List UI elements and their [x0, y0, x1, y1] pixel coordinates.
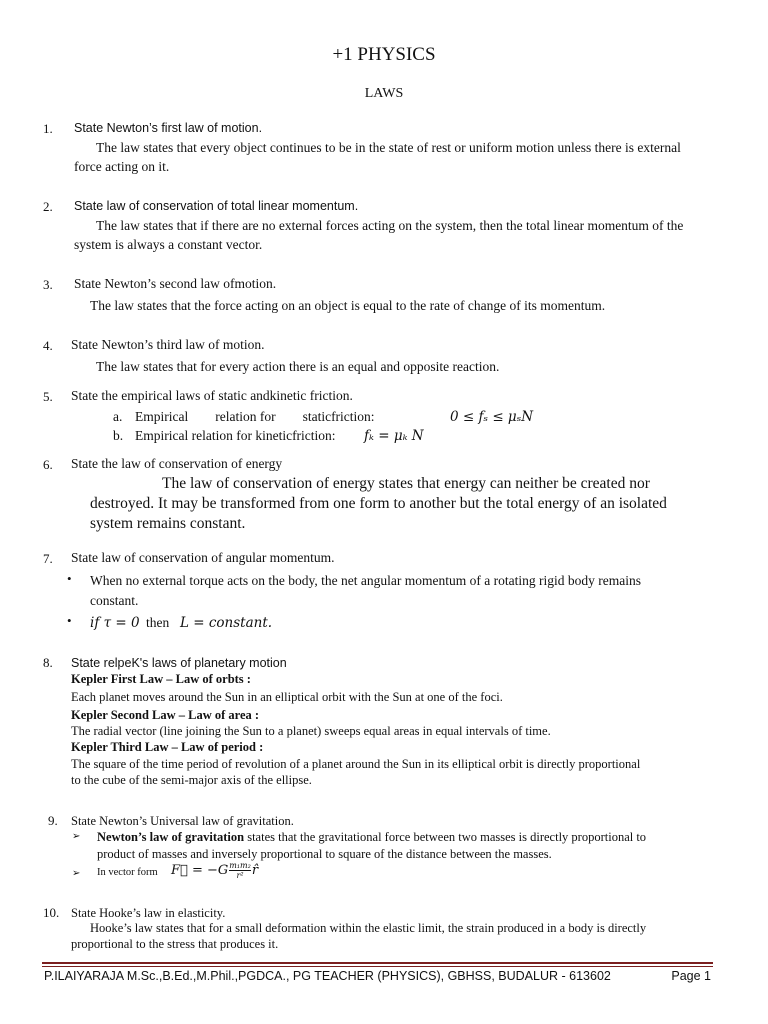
- question-text: State the law of conservation of energy: [71, 456, 283, 471]
- question-text: State Hooke’s law in elasticity.: [71, 906, 226, 920]
- item-number: 1.: [43, 121, 53, 136]
- item-number: 4.: [43, 338, 53, 353]
- question-text: State Newton’s first law of motion.: [74, 121, 263, 135]
- footer-divider: [42, 966, 713, 967]
- question-text: State Newton’s Universal law of gravitation.: [71, 814, 294, 828]
- bullet-text: In vector form: [97, 867, 158, 878]
- bullet-text: then: [146, 615, 170, 630]
- item-number: 3.: [43, 277, 53, 292]
- question-text: State Newton’s third law of motion.: [71, 337, 265, 352]
- footer-author: P.ILAIYARAJA M.Sc.,B.Ed.,M.Phil.,PGDCA., PG TEACHER (PHYSICS), GBHSS, BUDALUR - 613602: [44, 969, 611, 983]
- law-text: to the cube of the semi-major axis of the ellipse.: [71, 773, 312, 787]
- answer-text: destroyed. It may be transformed from one form to another but the total energy of an isolated: [90, 495, 667, 512]
- sub-item-text: Empirical relation for kineticfriction:: [135, 428, 336, 443]
- answer-text: The law states that every object continues to be in the state of rest or uniform motion unless there is external: [96, 140, 681, 155]
- item-number: 2.: [43, 199, 53, 214]
- bullet-dot: •: [67, 613, 72, 628]
- question-text: State Newton’s second law ofmotion.: [74, 276, 277, 291]
- page-number: Page 1: [671, 969, 711, 983]
- law-text: Each planet moves around the Sun in an elliptical orbit with the Sun at one of the foci.: [71, 690, 503, 704]
- arrow-bullet-icon: ➢: [72, 831, 81, 842]
- bullet-text: product of masses and inversely proportional to square of the distance between the masses.: [97, 847, 552, 861]
- footer-divider: [42, 962, 713, 964]
- answer-text: proportional to the stress that produces it.: [71, 937, 279, 951]
- item-number: 7.: [43, 551, 53, 566]
- arrow-bullet-icon: ➢: [72, 868, 81, 879]
- angular-momentum-condition: if τ = 0: [90, 615, 140, 631]
- bullet-text: Newton’s law of gravitation states that the gravitational force between two masses is directly proportional to: [97, 830, 647, 844]
- law-text: The square of the time period of revolution of a planet around the Sun in its elliptical orbit is directly proportional: [71, 757, 641, 771]
- answer-text: The law states that the force acting on an object is equal to the rate of change of its momentum.: [90, 298, 606, 313]
- question-text: State the empirical laws of static andkinetic friction.: [71, 388, 353, 403]
- sub-item-label: b.: [113, 428, 124, 443]
- sub-item-label: a.: [113, 409, 123, 424]
- item-number: 6.: [43, 457, 53, 472]
- page-title: +1 PHYSICS: [332, 44, 436, 65]
- bullet-text: When no external torque acts on the body, the net angular momentum of a rotating rigid body remains: [90, 573, 641, 588]
- question-text: State law of conservation of angular momentum.: [71, 550, 335, 565]
- friction-formula-static: 0 ≤ fₛ ≤ μₛN: [450, 409, 534, 425]
- law-title: Kepler Second Law – Law of area :: [71, 708, 260, 722]
- answer-text: The law of conservation of energy states that energy can neither be created nor: [162, 475, 650, 492]
- item-number: 10.: [43, 905, 60, 920]
- bullet-text: constant.: [90, 593, 139, 608]
- answer-text: The law states that for every action there is an equal and opposite reaction.: [96, 359, 500, 374]
- answer-text: Hooke’s law states that for a small deformation within the elastic limit, the strain produced in a body is directly: [90, 921, 647, 935]
- law-text: The radial vector (line joining the Sun to a planet) sweeps equal areas in equal intervals of time.: [71, 724, 551, 738]
- friction-formula-kinetic: fₖ = μₖ N: [364, 428, 424, 444]
- question-text: State law of conservation of total linear momentum.: [74, 199, 359, 213]
- item-number: 9.: [48, 813, 58, 828]
- bullet-dot: •: [67, 571, 72, 586]
- law-title: Kepler Third Law – Law of period :: [71, 740, 264, 754]
- angular-momentum-result: L = constant.: [180, 615, 273, 631]
- answer-text: The law states that if there are no external forces acting on the system, then the total linear momentum of the: [96, 218, 684, 233]
- answer-text: force acting on it.: [74, 159, 170, 174]
- answer-text: system is always a constant vector.: [74, 237, 263, 252]
- answer-text: system remains constant.: [90, 515, 246, 532]
- gravitation-formula: F⃗ = −G $\frac{\text{m₁m₂}}{\text{r²}}$ r̂: [171, 861, 259, 880]
- page-subtitle: LAWS: [364, 86, 404, 101]
- sub-item-text: Empirical relation for staticfriction:: [135, 409, 375, 424]
- law-title: Kepler First Law – Law of orbts :: [71, 672, 251, 686]
- item-number: 8.: [43, 655, 53, 670]
- item-number: 5.: [43, 389, 53, 404]
- question-text: State relpeK's laws of planetary motion: [71, 656, 287, 670]
